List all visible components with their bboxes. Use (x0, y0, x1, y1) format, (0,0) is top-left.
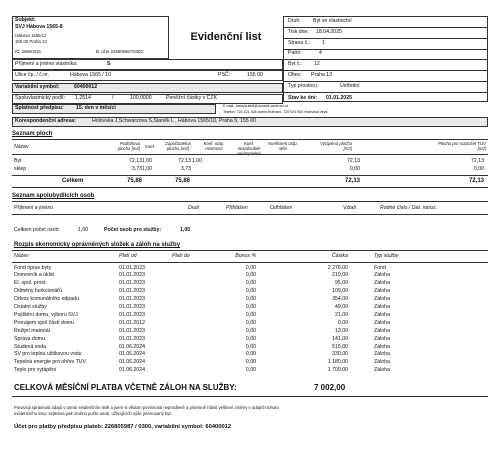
rozpis-cell-castka: 2 276,00 (327, 264, 348, 271)
rozpis-cell-name: Pronájem spol částí domu (14, 319, 74, 326)
rozpis-cell-bonus: 0,00 (245, 304, 256, 310)
rozpis-cell-od: 01.01.2023 (119, 304, 145, 310)
rozpis-cell-castka: 515,00 (332, 343, 348, 350)
vs-label: Variabilní symbol: (15, 84, 60, 90)
plochy-total-row: Celkem 75,86 75,86 72,13 72,13 (62, 178, 484, 184)
psc-label: PSČ: (218, 72, 231, 78)
obec-label: Obec: (288, 72, 302, 78)
rozpis-cell-bonus: 0,00 (245, 319, 256, 326)
subject-street: Hábova 1565/12 (15, 33, 47, 38)
plochy-header-vyt: Vytápěná plocha [m2] (320, 141, 352, 151)
rozpis-cell-name: Odvoz komunálního odpadu (14, 296, 79, 303)
rozpis-cell-castka: 219,00 (332, 272, 348, 279)
contact-phones: Telefon: 724 421 308 duera Hofmanl. 725 924 983 Holovská vinal (223, 110, 328, 114)
plochy-header-tuv: Plocha pro rozpočet TUV [m2] (437, 141, 486, 151)
rozpis-cell-typ: Záloha (374, 280, 390, 287)
rozpis-header-castka: Částka (331, 253, 348, 259)
rozpis-cell-castka: 354,00 (332, 296, 348, 303)
rozpis-cell-od: 01.01.2023 (119, 280, 145, 287)
rozpis-cell-typ: Záloha (374, 343, 390, 350)
plochy-header-kst: Koeficient otáp. stěn (268, 141, 298, 151)
rozpis-cell-castka: 0,00 (337, 319, 348, 326)
rozpis-cell-od: 01.06.2024 (119, 367, 145, 374)
address-label: Korespondenční adresa: (15, 118, 76, 124)
rozpis-cell-castka: 49,00 (335, 304, 348, 310)
rozpis-cell-od: 01.01.2023 (119, 311, 145, 318)
rozpis-cell-bonus: 0,00 (245, 335, 256, 342)
byt-label: Byt č.: (288, 61, 303, 67)
share-num: 1,2514 (75, 95, 91, 101)
deadline-value: 15. den v měsíci (76, 105, 116, 111)
strana-value: 1 (322, 40, 325, 46)
osoby-header-vztah: Vztah (343, 205, 357, 211)
rozpis-cell-od: 01.01.2023 (119, 335, 145, 342)
psc-value: 155 00 (247, 72, 263, 78)
rozpis-cell-od: 01.01.2012 (119, 319, 145, 326)
rozpis-cell-typ: Záloha (374, 335, 390, 342)
tisk-value: 18.04.2025 (316, 29, 342, 35)
street-value: Hábova 1565 / 10 (70, 72, 111, 78)
rozpis-cell-typ: Záloha (374, 367, 390, 374)
rozpis-cell-bonus: 0,00 (245, 359, 256, 366)
rozpis-header-do: Platí do (172, 253, 190, 259)
share-den: 100,0000 (130, 95, 152, 101)
street-label: Ulice čp. / č.or. (15, 72, 50, 78)
amounts-label: Peněžní částky v CZK (166, 95, 218, 101)
rozpis-cell-name: Odměny funkcionářů (14, 288, 62, 295)
plochy-header-name: Název (14, 144, 29, 150)
rozpis-cell-castka: 13,00 (335, 327, 348, 334)
rozpis-cell-bonus: 0,00 (245, 367, 256, 374)
osoby-services-label: Počet osob pro služby: (104, 227, 162, 233)
owner-label: Příjmení a jméno vlastníka: (15, 61, 78, 67)
rozpis-cell-typ: Záloha (374, 359, 390, 366)
subject-ic: IČ: 26800316 (15, 49, 41, 54)
grand-total-value: 7 002,00 (314, 383, 346, 392)
osoby-title: Seznam spolubydlících osob (12, 193, 95, 199)
rozpis-cell-typ: Záloha (374, 288, 390, 295)
rozpis-cell-od: 01.01.2023 (119, 296, 145, 303)
valid-label: Stav ke dni: (288, 95, 318, 101)
obec-value: Praha 13 (311, 72, 333, 78)
plochy-header-zap: Započitatelná plocha [m2] (165, 141, 191, 151)
plochy-title: Seznam ploch (12, 131, 53, 137)
plochy-row: sklep 3,73 1,00 3,73 0,00 0,00 (14, 166, 484, 172)
address-value: Holovska J,Schwarzova S,Staněk L , Hábova 1565/10, Praha 5, 155 00 (92, 118, 256, 124)
subject-name: SVJ Hábova 1565-8 (15, 24, 63, 30)
strana-label: Strana č.: (288, 40, 311, 46)
rozpis-row (12, 328, 488, 336)
rozpis-cell-typ: Fond (374, 264, 386, 271)
rozpis-cell-name: El. spol. prost. (14, 280, 47, 287)
valid-value: 01.01.2025 (326, 95, 352, 101)
rozpis-cell-castka: 95,00 (335, 280, 348, 287)
byt-value: 12 (314, 61, 320, 67)
tisk-label: Tisk dne: (288, 29, 309, 35)
rozpis-row (12, 368, 488, 376)
deadline-label: Splatnost předpisu: (15, 105, 64, 111)
osoby-count-value: 1,00 (78, 227, 89, 233)
rozpis-cell-od: 01.06.2024 (119, 343, 145, 350)
osoby-header-prihlasen: Přihlášen (226, 205, 248, 211)
subject-city: 155 00 Praha 13 (15, 39, 47, 44)
rozpis-header-name: Název (14, 253, 29, 259)
rozpis-cell-bonus: 0,00 (245, 311, 256, 318)
grand-total-label: CELKOVÁ MĚSÍČNÍ PLATBA VČETNĚ ZÁLOH NA SLUŽBY: (14, 383, 237, 392)
page-title: Evidenční list (190, 31, 262, 43)
typ-prefix-label: Typ prostoru: (288, 83, 319, 89)
rozpis-cell-bonus: 0,00 (245, 296, 256, 303)
share-sep: / (112, 95, 114, 101)
plochy-header-knez: Koef. nezpůsobilé neotopitelné (237, 141, 261, 156)
typ-prefix-value: Ústřední (340, 83, 360, 89)
rozpis-cell-bonus: 0,00 (245, 288, 256, 295)
payment-info: Účet pro platby předpisu plateb: 226805987 / 0300, variabilní symbol: 60400012 (14, 424, 232, 430)
rozpis-cell-typ: Záloha (374, 296, 390, 303)
share-label: Spoluvlastnický podíl: (15, 95, 65, 101)
rozpis-title: Rozpis ekonomicky oprávněných složek a záloh na služby (14, 242, 181, 248)
rozpis-cell-castka: 1 180,00 (327, 359, 348, 366)
rozpis-cell-bonus: 0,00 (245, 343, 256, 350)
rozpis-cell-bonus: 0,00 (245, 280, 256, 287)
druh-value: Byt ve vlastnictví (313, 18, 352, 24)
patro-value: 4 (319, 50, 322, 56)
rozpis-cell-typ: Záloha (374, 311, 390, 318)
rozpis-cell-castka: 330,00 (332, 351, 348, 358)
rozpis-cell-typ: Záloha (374, 272, 390, 279)
rozpis-cell-od: 01.06.2024 (119, 359, 145, 366)
osoby-header-name: Příjmení a jméno (14, 205, 54, 211)
rozpis-cell-bonus: 0,00 (245, 272, 256, 279)
rozpis-cell-name: Studená voda (14, 343, 47, 350)
plochy-header-podl: Podlahová plocha [m2] (117, 141, 140, 151)
footer-note-2: evidenčního listu, zejména pak změnu počtu osob, užívajících výše jmenovaný byt. (14, 411, 172, 416)
subject-account: B. účet 226805987/0300 (96, 49, 143, 54)
plochy-header-kotap: Koef. otáp. místnosti (203, 141, 225, 151)
rozpis-cell-od: 01.01.2023 (119, 264, 145, 271)
osoby-header-odhlasen: Odhlášen (270, 205, 293, 211)
rozpis-row (12, 336, 488, 344)
rozpis-header-typ: Typ služby (374, 253, 399, 259)
rozpis-header-bonus: Bonus % (235, 253, 256, 259)
rozpis-cell-name: Teplo pro vytápění (14, 367, 57, 374)
rozpis-header-od: Platí od (119, 253, 137, 259)
footer-note-1: Potvrzuji správnost údajů v tomto evidenčním listě a jsem si vědom povinnosti neprodleně a písemně hlásit veškeré změny v údajích tohoto (14, 405, 279, 410)
rozpis-cell-bonus: 0,00 (245, 351, 256, 358)
rozpis-cell-castka: 141,00 (332, 335, 348, 342)
rozpis-cell-name: Správa domu (14, 335, 45, 342)
rozpis-cell-typ: Záloha (374, 351, 390, 358)
rozpis-cell-name: Domovník a úklid (14, 272, 54, 279)
rozpis-cell-bonus: 0,00 (245, 264, 256, 271)
rozpis-cell-typ: Záloha (374, 304, 390, 310)
rozpis-row (12, 320, 488, 328)
druh-label: Druh: (288, 18, 301, 24)
osoby-header-druh: Druh (188, 205, 200, 211)
rozpis-cell-castka: 1 700,00 (327, 367, 348, 374)
osoby-services-value: 1,00 (180, 227, 191, 233)
rozpis-cell-name: Tepelná energie pro ohřev TUV (14, 359, 86, 366)
rozpis-cell-od: 01.06.2024 (119, 351, 145, 358)
rozpis-cell-bonus: 0,00 (245, 327, 256, 334)
plochy-header-koef: Koef. (145, 144, 156, 149)
rozpis-cell-typ: Záloha (374, 319, 390, 326)
rozpis-cell-name: Ostatní služby (14, 304, 47, 310)
rozpis-cell-name: Režijní materiál (14, 327, 50, 334)
rozpis-cell-od: 01.01.2023 (119, 327, 145, 334)
subject-label: Subjekt: (15, 17, 36, 23)
osoby-count-label: Celkem počet osob: (14, 227, 60, 233)
rozpis-cell-castka: 21,00 (335, 311, 348, 318)
rozpis-cell-od: 01.01.2023 (119, 288, 145, 295)
rozpis-cell-od: 01.01.2023 (119, 272, 145, 279)
vs-value: 60400012 (74, 84, 98, 90)
rozpis-cell-name: Pojištění domu, výboru SVJ (14, 311, 78, 318)
osoby-header-rc: Rodné číslo / Dat. naroz. (380, 205, 438, 211)
rozpis-cell-typ: Záloha (374, 327, 390, 334)
rozpis-cell-name: Fond oprav byty (14, 264, 52, 271)
rozpis-cell-name: SV pro teplou užitkovou vodu (14, 351, 82, 358)
plochy-row: Byt 72,13 1,00 72,13 1,00 72,13 72,13 (14, 158, 484, 164)
patro-label: Patro: (288, 50, 302, 56)
rozpis-cell-castka: 109,00 (332, 288, 348, 295)
owner-value: S (107, 61, 111, 67)
contact-email: E-mail: Jarosla.leidl@donska-centrum.cz (223, 104, 289, 108)
